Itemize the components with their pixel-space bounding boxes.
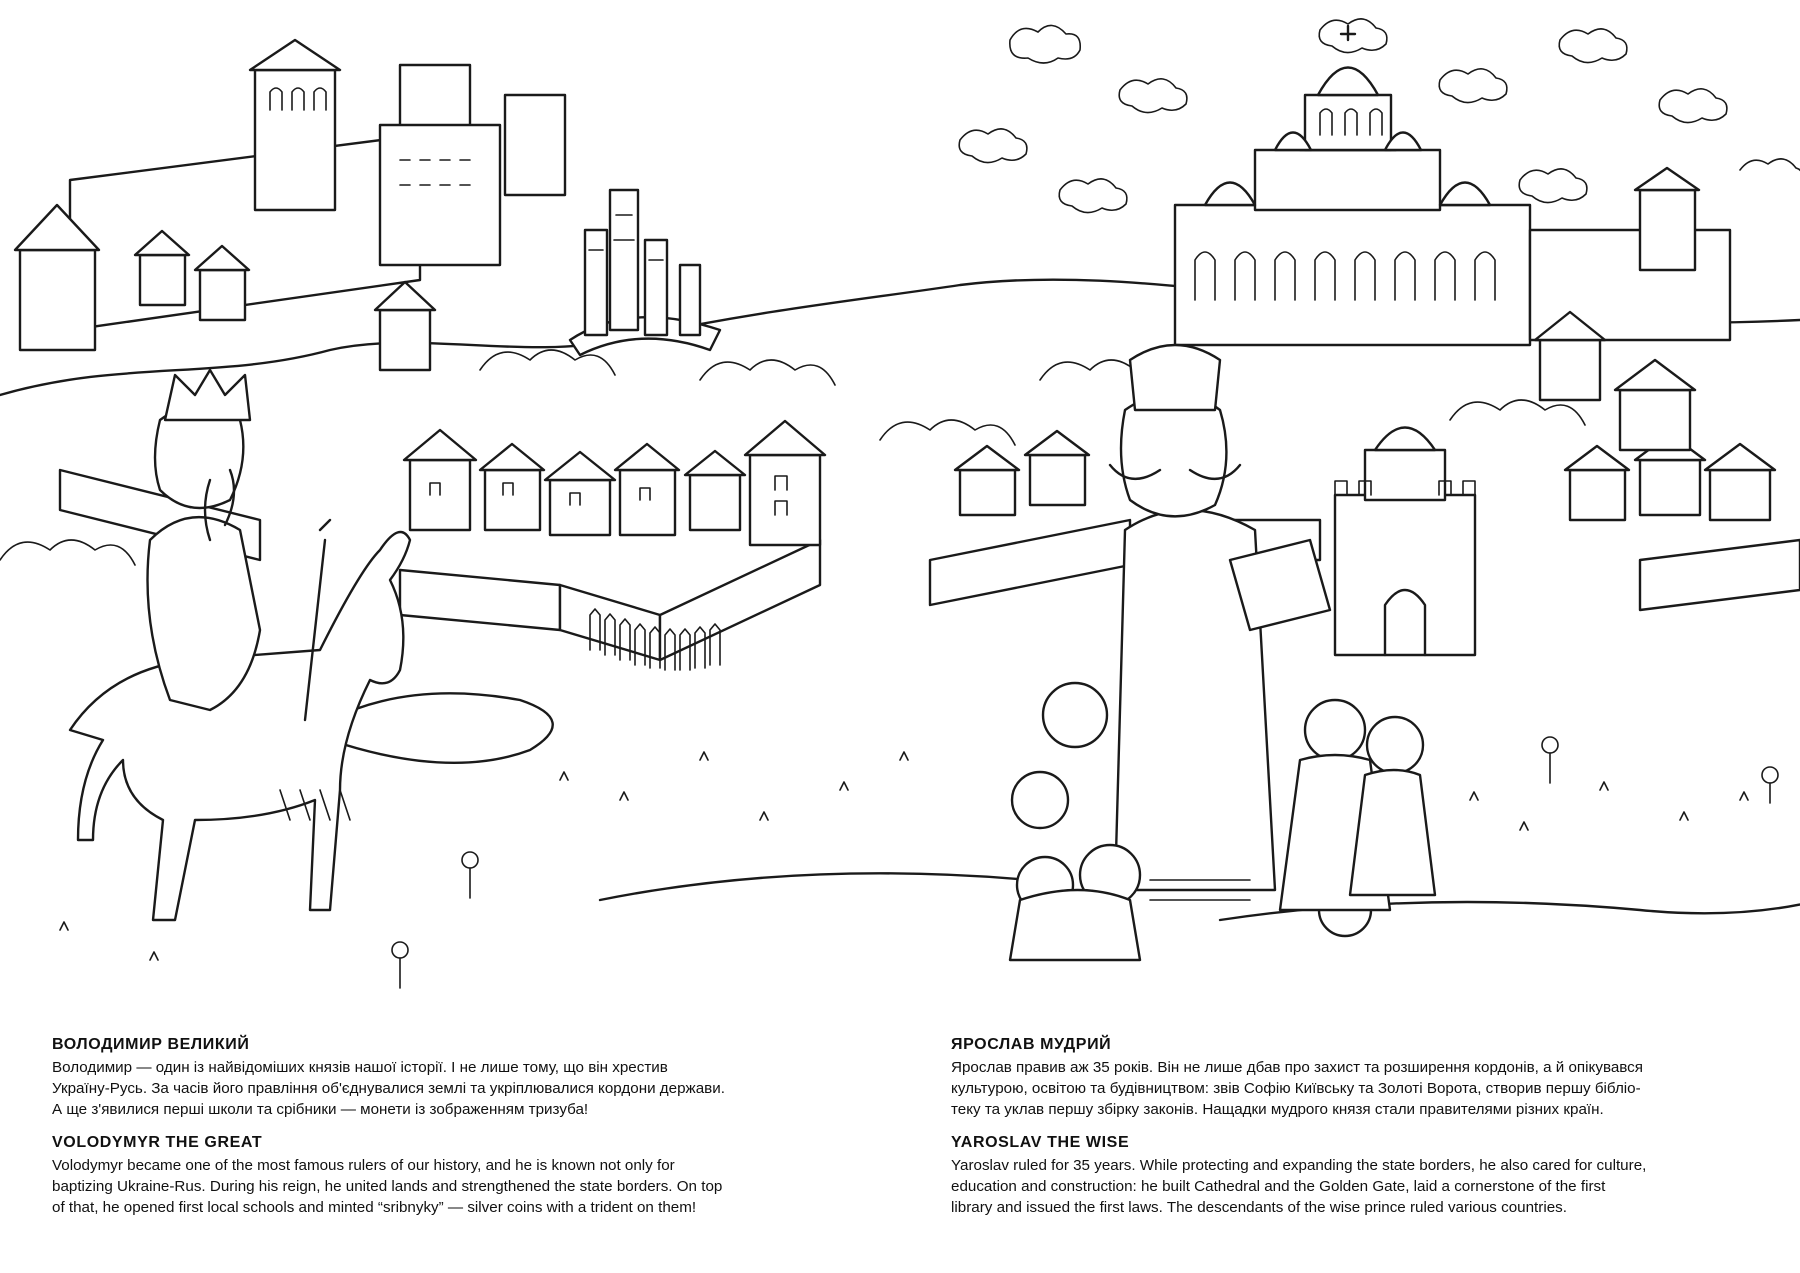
golden-gate-drawing	[1335, 428, 1475, 656]
yaroslav-body-en: Yaroslav ruled for 35 years. While protecting and expanding the state borders, he also cared for culture, education and construction: he built Cathedral and the Golden Gate, laid a cornerstone of the first library and issued the first laws. The descendants of the wise prince ruled various countries.	[951, 1157, 1647, 1216]
volodymyr-body-en: Volodymyr became one of the most famous rulers of our history, and he is known not only for baptizing Ukraine-Rus. During his reign, he united lands and strengthened the state borders. On top of that, he opened first local schools and minted “sribnyky” — silver coins with a trident on them!	[52, 1157, 723, 1216]
yaroslav-body-uk: Ярослав правив аж 35 років. Він не лише дбав про захист та розширення кордонів, а й опікувався культурою, освітою та будівництвом: звів Софію Київську та Золоті Ворота, створив першу бібліо- теку та уклав першу збірку законів. Нащадки мудрого князя стали правителями різних країн.	[951, 1059, 1644, 1118]
sophia-cathedral-drawing	[1175, 26, 1730, 345]
yaroslav-title-uk: ЯРОСЛАВ МУДРИЙ	[951, 1036, 1112, 1053]
idols-drawing	[570, 190, 720, 355]
volodymyr-title-en: VOLODYMYR THE GREAT	[52, 1134, 263, 1151]
left-fortress-drawing	[15, 40, 565, 350]
volodymyr-body-uk: Володимир — один із найвідоміших князів нашої історії. І не лише тому, що він хрестив Україну-Русь. За часів його правління об'єднувалися землі та укріплювалися кордони держави. А ще з'явилися перші школи та срібники — монети із зображенням тризуба!	[52, 1059, 725, 1118]
yaroslav-title-en: YAROSLAV THE WISE	[951, 1134, 1130, 1151]
volodymyr-text-column	[52, 1034, 852, 1218]
town-walls-drawing	[60, 470, 1800, 660]
yaroslav-text-column	[951, 1034, 1751, 1218]
yaroslav-english-block	[951, 1132, 1751, 1218]
volodymyr-ukrainian-block	[52, 1034, 852, 1120]
volodymyr-figure-drawing	[70, 370, 410, 920]
volodymyr-title-uk: ВОЛОДИМИР ВЕЛИКИЙ	[52, 1036, 250, 1053]
volodymyr-english-block	[52, 1132, 852, 1218]
yaroslav-ukrainian-block	[951, 1034, 1751, 1120]
